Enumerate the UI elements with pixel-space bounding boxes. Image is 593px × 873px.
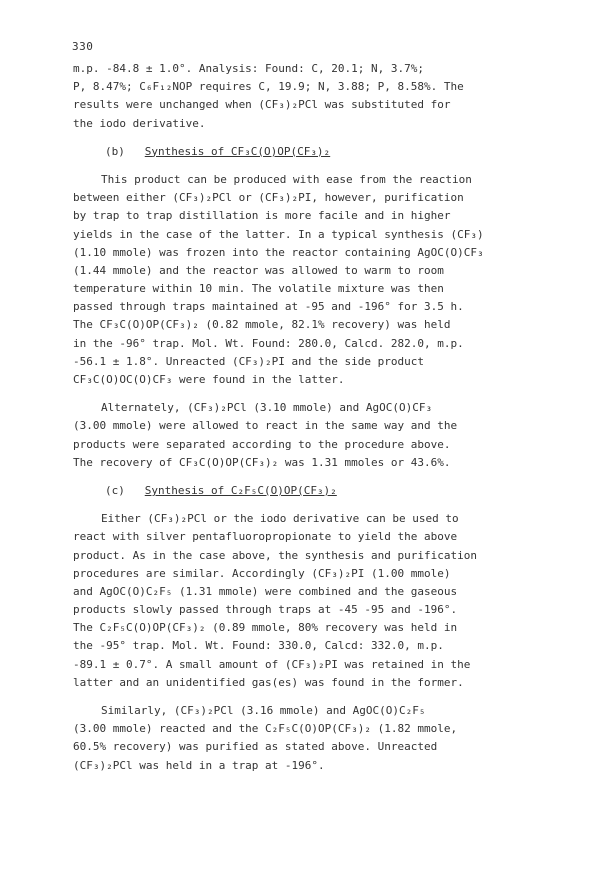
- text-line: react with silver pentafluoropropionate to yield the above: [73, 530, 458, 544]
- text-line: CF₃C(O)OC(O)CF₃ were found in the latter.: [73, 373, 345, 386]
- section-heading-c: [73, 482, 533, 500]
- text-line: Alternately, (CF₃)₂PCl (3.10 mmole) and AgOC(O)CF₃: [101, 401, 433, 415]
- text-line: m.p. -84.8 ± 1.0°. Analysis: Found: C, 20.1; N, 3.7%;: [73, 62, 424, 75]
- text-line: (3.00 mmole) reacted and the C₂F₅C(O)OP(CF₃)₂ (1.82 mmole,: [73, 722, 458, 736]
- text-line: (CF₃)₂PCl was held in a trap at -196°.: [73, 758, 325, 772]
- text-line: passed through traps maintained at -95 and -196° for 3.5 h.: [73, 300, 464, 314]
- paragraph-continued: [73, 60, 533, 133]
- text-line: The recovery of CF₃C(O)OP(CF₃)₂ was 1.31 mmoles or 43.6%.: [73, 455, 451, 469]
- text-line: product. As in the case above, the synthesis and purification: [73, 548, 477, 562]
- text-line: in the -96° trap. Mol. Wt. Found: 280.0, Calcd. 282.0, m.p.: [73, 336, 464, 350]
- section-label: (c): [105, 483, 125, 497]
- text-line: (3.00 mmole) were allowed to react in the same way and the: [73, 419, 458, 433]
- text-line: by trap to trap distillation is more facile and in higher: [73, 209, 451, 223]
- paragraph-b1: [73, 171, 533, 389]
- text-line: temperature within 10 min. The volatile mixture was then: [73, 282, 444, 296]
- text-line: yields in the case of the latter. In a typical synthesis (CF₃): [73, 227, 484, 241]
- text-line: latter and an unidentified gas(es) was found in the former.: [73, 675, 464, 689]
- text-line: The C₂F₅C(O)OP(CF₃)₂ (0.89 mmole, 80% recovery was held in: [73, 621, 458, 635]
- text-line: between either (CF₃)₂PCl or (CF₃)₂PI, however, purification: [73, 191, 464, 205]
- text-line: -56.1 ± 1.8°. Unreacted (CF₃)₂PI and the side product: [73, 354, 424, 368]
- text-line: results were unchanged when (CF₃)₂PCl was substituted for: [73, 98, 451, 112]
- text-line: procedures are similar. Accordingly (CF₃)₂PI (1.00 mmole): [73, 566, 451, 580]
- text-line: (1.10 mmole) was frozen into the reactor containing AgOC(O)CF₃: [73, 245, 484, 259]
- text-line: 60.5% recovery) was purified as stated above. Unreacted: [73, 740, 438, 754]
- text-line: The CF₃C(O)OP(CF₃)₂ (0.82 mmole, 82.1% recovery) was held: [73, 318, 451, 332]
- section-label: (b): [105, 144, 125, 158]
- text-line: the iodo derivative.: [73, 116, 206, 130]
- document-body: [73, 60, 533, 775]
- section-heading-b: [73, 143, 533, 161]
- text-line: Similarly, (CF₃)₂PCl (3.16 mmole) and AgOC(O)C₂F₅: [101, 704, 426, 717]
- paragraph-b2: [73, 399, 533, 472]
- text-line: products were separated according to the procedure above.: [73, 437, 451, 451]
- text-line: This product can be produced with ease from the reaction: [101, 172, 472, 186]
- text-line: P, 8.47%; C₆F₁₂NOP requires C, 19.9; N, 3.88; P, 8.58%. The: [73, 80, 464, 94]
- text-line: the -95° trap. Mol. Wt. Found: 330.0, Calcd: 332.0, m.p.: [73, 639, 444, 653]
- page-number: 330: [72, 40, 94, 53]
- paragraph-c1: [73, 510, 533, 692]
- text-line: and AgOC(O)C₂F₅ (1.31 mmole) were combined and the gaseous: [73, 584, 458, 598]
- text-line: Either (CF₃)₂PCl or the iodo derivative can be used to: [101, 512, 459, 526]
- text-line: products slowly passed through traps at -45 -95 and -196°.: [73, 603, 458, 617]
- text-line: -89.1 ± 0.7°. A small amount of (CF₃)₂PI was retained in the: [73, 657, 471, 671]
- paragraph-c2: [73, 702, 533, 775]
- section-title: Synthesis of CF₃C(O)OP(CF₃)₂: [144, 144, 331, 158]
- text-line: (1.44 mmole) and the reactor was allowed to warm to room: [73, 263, 444, 277]
- section-title: Synthesis of C₂F₅C(O)OP(CF₃)₂: [144, 483, 337, 497]
